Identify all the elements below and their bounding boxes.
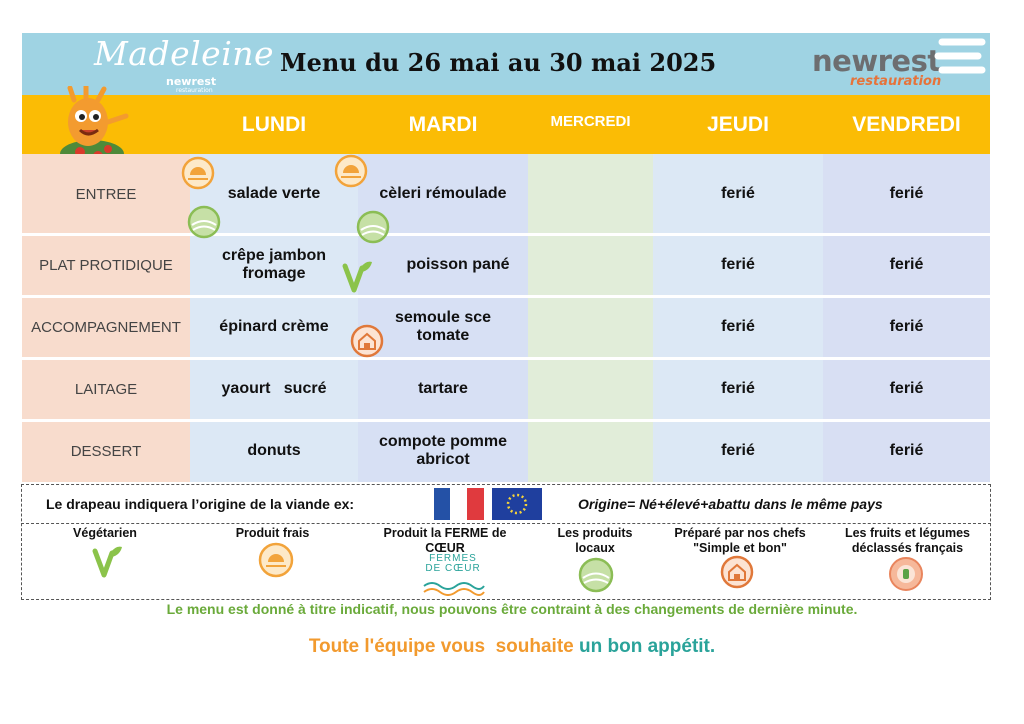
local-products-icon <box>578 557 614 593</box>
row-divider <box>22 233 990 236</box>
chef-house-icon <box>720 555 754 589</box>
legend-label-ferme-de-coeur: Produit la FERME de CŒUR <box>383 526 507 555</box>
cell-lundi-dessert: donuts <box>190 420 358 482</box>
newrest-logo-text: newrest <box>812 44 941 78</box>
cell-jeudi-dessert: ferié <box>653 420 823 482</box>
row-label-entree: ENTREE <box>22 154 190 234</box>
day-header-jeudi: JEUDI <box>707 113 769 136</box>
restauration-small-text: restauration <box>176 87 213 94</box>
cell-vendredi-plat: ferié <box>823 234 990 296</box>
legend-label-chefs: Préparé par nos chefs "Simple et bon" <box>674 526 806 555</box>
fresh-product-icon <box>334 154 368 188</box>
newrest-small-text: newrest <box>166 75 217 88</box>
cell-vendredi-dessert: ferié <box>823 420 990 482</box>
fermes-de-coeur-waves <box>420 580 486 596</box>
row-divider <box>22 295 990 298</box>
downgraded-produce-icon <box>888 556 924 592</box>
bon-appetit-message <box>0 636 1024 658</box>
cell-mardi-dessert: compote pomme abricot <box>358 420 528 482</box>
cell-mardi-laitage: tartare <box>358 358 528 420</box>
cell-vendredi-entree: ferié <box>823 154 990 234</box>
cell-vendredi-laitage: ferié <box>823 358 990 420</box>
row-label-laitage: LAITAGE <box>22 358 190 420</box>
fermes-de-coeur-logo <box>420 554 486 598</box>
eu-flag-icon <box>492 488 542 520</box>
fresh-product-icon <box>181 156 215 190</box>
day-header-vendredi: VENDREDI <box>852 113 961 136</box>
fresh-product-icon <box>258 542 294 578</box>
cell-mercredi-entree <box>528 154 653 234</box>
madeleine-logo <box>92 34 275 94</box>
legend-label-produit-frais: Produit frais <box>235 526 310 540</box>
disclaimer-text: Le menu est donné à titre indicatif, nous pouvons être contraint à des changements de dernière minute. <box>166 601 858 617</box>
row-divider <box>22 419 990 422</box>
chef-house-icon <box>350 324 384 358</box>
cell-lundi-accompagnement: épinard crème <box>190 296 358 358</box>
row-divider <box>22 357 990 360</box>
legend-label-produits-locaux: Les produits locaux <box>557 526 633 555</box>
cell-lundi-plat: crêpe jambon fromage <box>190 234 358 296</box>
vegetarian-icon <box>90 543 124 579</box>
origin-definition-text: Origine= Né+élevé+abattu dans le même pays <box>578 496 883 512</box>
madeleine-logo-text: Madeleine <box>94 34 275 73</box>
cell-mercredi-accompagnement <box>528 296 653 358</box>
day-header-mercredi: MERCREDI <box>550 113 631 130</box>
cell-lundi-entree: salade verte <box>190 154 358 234</box>
cell-jeudi-accompagnement: ferié <box>653 296 823 358</box>
menu-title: Menu du 26 mai au 30 mai 2025 <box>280 48 717 77</box>
legend-label-vegetarien: Végétarien <box>73 526 137 540</box>
row-label-dessert: DESSERT <box>22 420 190 482</box>
cell-jeudi-plat: ferié <box>653 234 823 296</box>
day-header-mardi: MARDI <box>408 113 478 136</box>
cell-lundi-laitage: yaourt sucré <box>190 358 358 420</box>
flag-info-text: Le drapeau indiquera l’origine de la viande ex: <box>46 496 355 512</box>
vegetarian-icon <box>340 258 374 294</box>
newrest-stripes-icon <box>934 36 986 86</box>
french-flag-icon <box>434 488 484 520</box>
newrest-logo-sub: restauration <box>850 74 942 89</box>
legend-divider <box>21 523 991 524</box>
day-header-lundi: LUNDI <box>241 113 307 136</box>
cell-jeudi-laitage: ferié <box>653 358 823 420</box>
cell-mercredi-laitage <box>528 358 653 420</box>
cell-mercredi-plat <box>528 234 653 296</box>
fermes-de-coeur-logo-text: FERMES DE CŒUR <box>425 553 481 574</box>
cell-mercredi-dessert <box>528 420 653 482</box>
local-products-icon <box>356 210 390 244</box>
bon-appetit-part2: un bon appétit. <box>579 636 716 657</box>
local-products-icon <box>187 205 221 239</box>
cell-mardi-entree: cèleri rémoulade <box>358 154 528 234</box>
row-label-accompagnement: ACCOMPAGNEMENT <box>22 296 190 358</box>
bon-appetit-part1: Toute l'équipe vous souhaite <box>308 636 580 657</box>
legend-label-fruits-legumes: Les fruits et légumes déclassés français <box>844 526 971 555</box>
cell-jeudi-entree: ferié <box>653 154 823 234</box>
newrest-logo <box>812 34 988 94</box>
cell-vendredi-accompagnement: ferié <box>823 296 990 358</box>
row-label-plat: PLAT PROTIDIQUE <box>22 234 190 296</box>
cell-mardi-plat: poisson pané <box>358 234 528 296</box>
cell-mardi-accompagnement: semoule sce tomate <box>358 296 528 358</box>
